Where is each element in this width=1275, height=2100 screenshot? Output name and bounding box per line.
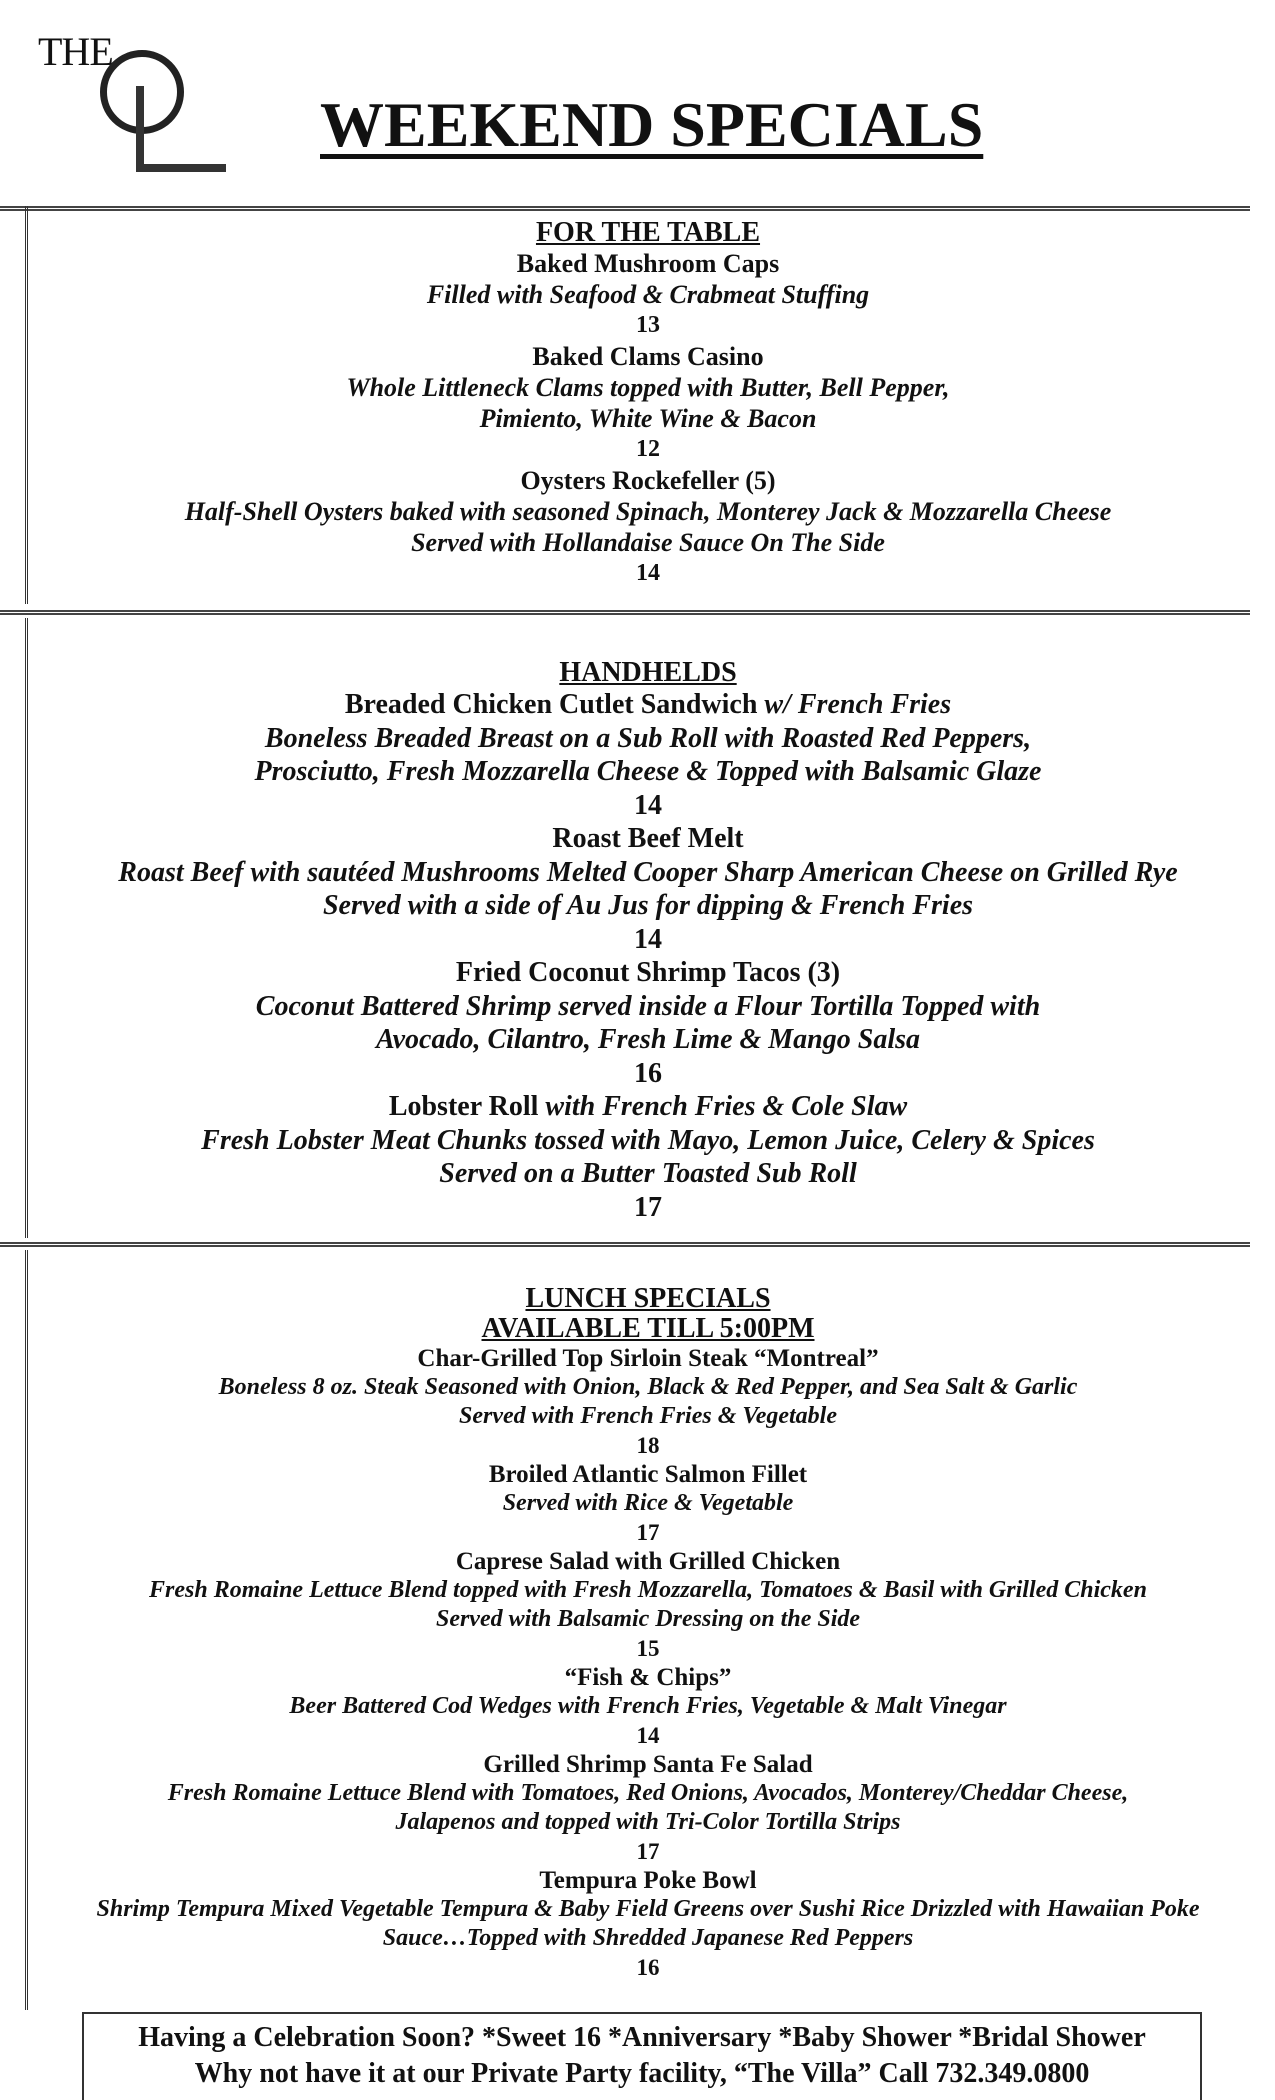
item-name: Char-Grilled Top Sirloin Steak “Montreal” [417, 1345, 879, 1372]
item-description: Half-Shell Oysters baked with seasoned Spinach, Monterey Jack & Mozzarella Cheese [184, 497, 1112, 526]
item-price: 15 [636, 1636, 660, 1661]
item-description: Boneless Breaded Breast on a Sub Roll with Roasted Red Peppers, [264, 722, 1032, 754]
item-name: Baked Mushroom Caps [516, 249, 780, 278]
item-description: Served with French Fries & Vegetable [459, 1403, 837, 1429]
item-description: Served with Rice & Vegetable [502, 1490, 794, 1516]
logo [38, 28, 198, 148]
item-price: 14 [634, 923, 662, 955]
item-name: Grilled Shrimp Santa Fe Salad [483, 1751, 813, 1778]
item-name: Fried Coconut Shrimp Tacos (3) [455, 957, 841, 988]
menu-item [28, 1750, 1268, 1866]
menu-item [28, 465, 1268, 589]
item-name: Lobster Roll [388, 1091, 539, 1122]
item-description: Served with a side of Au Jus for dipping & French Fries [322, 890, 974, 921]
section-divider-top [0, 610, 1250, 615]
item-description: Fresh Romaine Lettuce Blend topped with Fresh Mozzarella, Tomatoes & Basil with Grilled Chicken [149, 1577, 1147, 1603]
menu-item [28, 1547, 1268, 1663]
logo-l-stem [136, 86, 144, 172]
section-divider-top [0, 1242, 1250, 1247]
item-price: 17 [636, 1839, 660, 1864]
item-price: 17 [636, 1520, 660, 1545]
footer-line: Why not have it at our Private Party facility, “The Villa” Call 732.349.0800 [194, 2058, 1090, 2089]
item-name: “Fish & Chips” [564, 1664, 732, 1691]
menu-item [28, 1866, 1268, 1982]
footer-line: Having a Celebration Soon? *Sweet 16 *Anniversary *Baby Shower *Bridal Shower [138, 2022, 1146, 2053]
item-name: Roast Beef Melt [552, 823, 744, 854]
item-description: Roast Beef with sautéed Mushrooms Melted Cooper Sharp American Cheese on Grilled Rye [118, 856, 1178, 888]
item-description: Coconut Battered Shrimp served inside a Flour Tortilla Topped with [255, 990, 1041, 1022]
item-name: Caprese Salad with Grilled Chicken [455, 1548, 841, 1575]
section-lunch-specials [25, 1250, 1268, 2010]
menu-item [28, 1460, 1268, 1547]
page-title: WEEKEND SPECIALS [320, 89, 984, 160]
menu-item [28, 341, 1268, 465]
item-name-line [28, 1090, 1268, 1124]
item-description: Jalapenos and topped with Tri-Color Tortilla Strips [395, 1809, 901, 1835]
item-description: Served with Balsamic Dressing on the Side [435, 1606, 861, 1632]
item-description: Sauce…Topped with Shredded Japanese Red Peppers [382, 1925, 914, 1951]
item-description: Fresh Romaine Lettuce Blend with Tomatoes, Red Onions, Avocados, Monterey/Cheddar Cheese, [167, 1780, 1129, 1806]
item-name: Oysters Rockefeller (5) [520, 466, 776, 495]
item-price: 18 [636, 1433, 660, 1458]
item-side-note: with French Fries & Cole Slaw [538, 1091, 908, 1122]
section-handhelds [25, 618, 1268, 1238]
item-description: Pimiento, White Wine & Bacon [479, 404, 817, 433]
section-subheading: AVAILABLE TILL 5:00PM [481, 1313, 815, 1344]
menu-item [28, 1663, 1268, 1750]
section-heading: FOR THE TABLE [535, 217, 761, 248]
item-description: Prosciutto, Fresh Mozzarella Cheese & Topped with Balsamic Glaze [254, 756, 1042, 787]
menu-item [28, 1090, 1268, 1224]
item-description: Boneless 8 oz. Steak Seasoned with Onion, Black & Red Pepper, and Sea Salt & Garlic [218, 1374, 1078, 1400]
item-side-note: w/ French Fries [757, 689, 952, 720]
item-price: 14 [634, 789, 662, 821]
item-description: Shrimp Tempura Mixed Vegetable Tempura & Baby Field Greens over Sushi Rice Drizzled with Hawaiian Poke [96, 1896, 1200, 1922]
item-name-line [28, 688, 1268, 722]
section-heading: HANDHELDS [559, 657, 737, 688]
item-description: Filled with Seafood & Crabmeat Stuffing [426, 280, 870, 309]
item-price: 12 [636, 436, 660, 462]
item-name: Broiled Atlantic Salmon Fillet [488, 1461, 808, 1488]
item-name: Tempura Poke Bowl [539, 1867, 757, 1894]
item-description: Fresh Lobster Meat Chunks tossed with Mayo, Lemon Juice, Celery & Spices [201, 1124, 1095, 1156]
footer-celebration-box [82, 2012, 1202, 2100]
logo-l-base [136, 164, 226, 172]
item-name: Baked Clams Casino [532, 342, 764, 371]
item-name: Breaded Chicken Cutlet Sandwich [344, 689, 758, 720]
item-description: Served with Hollandaise Sauce On The Side [411, 528, 885, 557]
item-price: 14 [636, 1723, 660, 1748]
menu-item [28, 688, 1268, 822]
section-heading: LUNCH SPECIALS [525, 1283, 771, 1314]
menu-item [28, 1344, 1268, 1460]
section-for-the-table [25, 206, 1268, 604]
menu-item [28, 956, 1268, 1090]
menu-item [28, 822, 1268, 956]
item-price: 16 [634, 1057, 662, 1089]
item-description: Beer Battered Cod Wedges with French Fries, Vegetable & Malt Vinegar [289, 1693, 1007, 1719]
logo-the-text: THE [38, 29, 113, 74]
item-price: 14 [636, 560, 660, 586]
item-price: 17 [634, 1191, 662, 1223]
item-description: Whole Littleneck Clams topped with Butter, Bell Pepper, [346, 373, 950, 402]
item-description: Served on a Butter Toasted Sub Roll [439, 1158, 857, 1189]
item-price: 13 [636, 312, 660, 338]
item-description: Avocado, Cilantro, Fresh Lime & Mango Salsa [376, 1024, 920, 1055]
menu-item [28, 248, 1268, 341]
item-price: 16 [636, 1955, 660, 1980]
